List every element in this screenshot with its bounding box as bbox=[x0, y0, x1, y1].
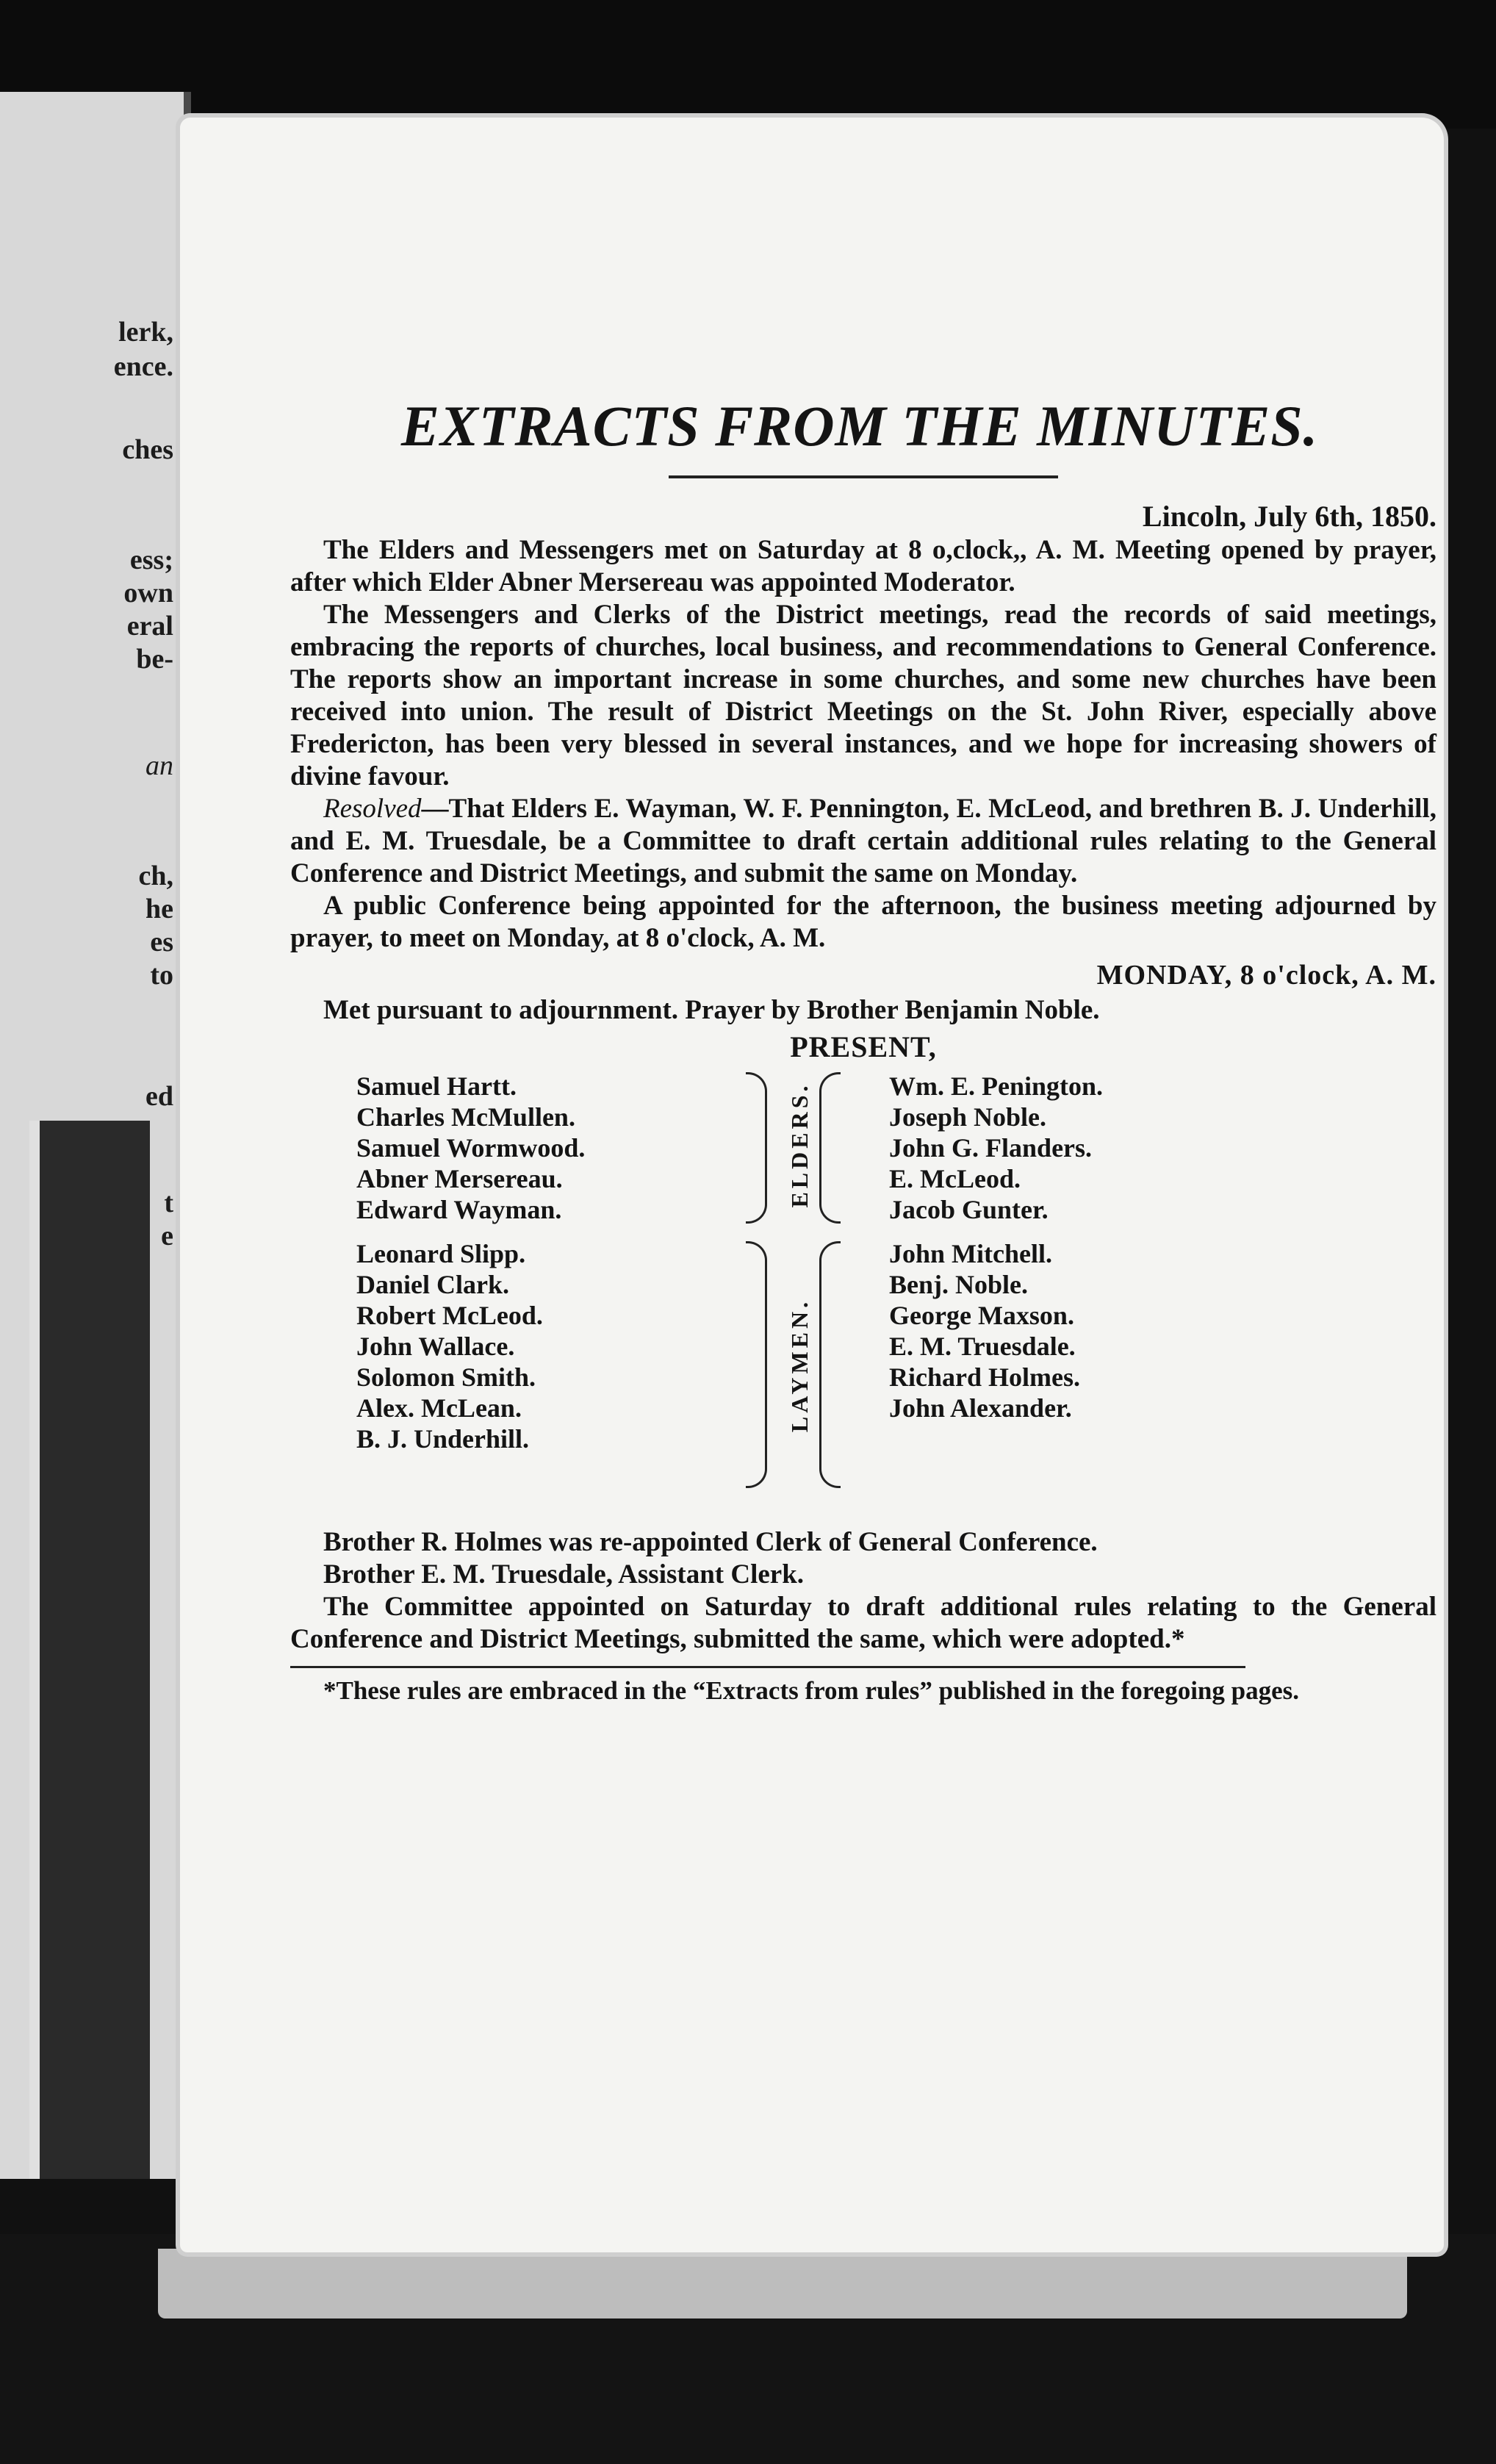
laymen-brace-left bbox=[746, 1241, 767, 1488]
paragraph-monday-opening: Met pursuant to adjournment. Prayer by Brother Benjamin Noble. bbox=[323, 995, 1100, 1025]
elder-name: Wm. E. Penington. bbox=[889, 1071, 1104, 1101]
left-fragment-text: ed bbox=[145, 1081, 173, 1112]
left-fragment-text: to bbox=[150, 960, 173, 991]
elder-name: Abner Mersereau. bbox=[356, 1164, 563, 1193]
left-fragment-text: ence. bbox=[113, 351, 173, 382]
present-heading: PRESENT, bbox=[790, 1030, 937, 1063]
page-bottom-edge bbox=[158, 2249, 1407, 2318]
elders-brace-left bbox=[746, 1072, 767, 1224]
layman-name: Solomon Smith. bbox=[356, 1362, 536, 1392]
footnote-rule bbox=[290, 1666, 1245, 1668]
laymen-brace-right bbox=[819, 1241, 841, 1488]
layman-name: Alex. McLean. bbox=[356, 1393, 522, 1423]
left-fragment-text: be- bbox=[136, 644, 173, 675]
elders-label: ELDERS. bbox=[786, 1082, 813, 1208]
laymen-label: LAYMEN. bbox=[786, 1298, 813, 1433]
left-fragment-text: ches bbox=[122, 434, 173, 465]
left-fragment-text: an bbox=[145, 750, 173, 781]
roster-right-column bbox=[889, 1071, 1103, 1423]
layman-name: Daniel Clark. bbox=[356, 1270, 510, 1299]
left-fragment-text: e bbox=[161, 1221, 173, 1251]
page-title: EXTRACTS FROM THE MINUTES. bbox=[400, 394, 1319, 458]
left-fragment-text: own bbox=[123, 578, 173, 608]
elder-name: E. McLeod. bbox=[889, 1164, 1021, 1193]
elder-name: Edward Wayman. bbox=[356, 1195, 562, 1224]
left-fragment-text: eral bbox=[126, 611, 173, 642]
facing-page-fragment bbox=[0, 92, 191, 2179]
book-binding-edge bbox=[29, 1121, 150, 2179]
monday-heading: MONDAY, 8 o'clock, A. M. bbox=[1096, 960, 1436, 991]
layman-name: Richard Holmes. bbox=[889, 1362, 1080, 1392]
scan-background-top bbox=[0, 0, 1496, 129]
layman-name: Benj. Noble. bbox=[889, 1270, 1028, 1299]
layman-name: John Mitchell. bbox=[889, 1239, 1052, 1268]
layman-name: George Maxson. bbox=[889, 1301, 1074, 1330]
left-fragment-text: t bbox=[164, 1188, 173, 1218]
paragraph-clerk: Brother R. Holmes was re-appointed Clerk of General Conference. bbox=[323, 1527, 1098, 1557]
left-fragment-text: ess; bbox=[129, 545, 173, 575]
document-page bbox=[180, 118, 1444, 2252]
attendance-roster bbox=[290, 1071, 1436, 1526]
elder-name: Samuel Wormwood. bbox=[356, 1133, 586, 1163]
left-fragment-text: he bbox=[145, 894, 173, 924]
paragraph-district-reports: The Messengers and Clerks of the District meetings, read the records of said meetings, embracing the reports of churches, local business, and recommendations to General Conference. The reports show an important increase in some churches, and some new churches have been received into union. The result of District Meetings on the St. John River, especially above Fredericton, has been very blessed in several instances, and we hope for increasing showers of divine favour. bbox=[290, 600, 1436, 791]
elder-name: John G. Flanders. bbox=[889, 1133, 1093, 1163]
elder-name: Charles McMullen. bbox=[356, 1102, 575, 1132]
scan-background-bottom bbox=[0, 2234, 1496, 2464]
layman-name: E. M. Truesdale. bbox=[889, 1332, 1076, 1361]
paragraph-assistant-clerk: Brother E. M. Truesdale, Assistant Clerk. bbox=[323, 1559, 805, 1590]
elder-name: Samuel Hartt. bbox=[356, 1071, 517, 1101]
paragraph-adjournment: A public Conference being appointed for the afternoon, the business meeting adjourned by prayer, to meet on Monday, at 8 o'clock, A. M. bbox=[290, 891, 1436, 953]
paragraph-committee-report: The Committee appointed on Saturday to draft additional rules relating to the General Conference and District Meetings, submitted the same, which were adopted.* bbox=[290, 1592, 1436, 1654]
roster-left-column bbox=[356, 1071, 585, 1454]
elder-name: Jacob Gunter. bbox=[889, 1195, 1049, 1224]
layman-name: Robert McLeod. bbox=[356, 1301, 543, 1330]
title-rule bbox=[669, 475, 1058, 478]
dateline: Lincoln, July 6th, 1850. bbox=[1142, 500, 1436, 533]
left-fragment-text: ch, bbox=[138, 861, 173, 891]
page-content bbox=[290, 393, 1436, 1706]
layman-name: John Wallace. bbox=[356, 1332, 515, 1361]
layman-name: Leonard Slipp. bbox=[356, 1239, 526, 1268]
resolved-label: Resolved bbox=[323, 794, 422, 824]
elders-brace-right bbox=[819, 1072, 841, 1224]
left-fragment-text: lerk, bbox=[118, 317, 173, 348]
layman-name: B. J. Underhill. bbox=[356, 1424, 530, 1454]
paragraph-resolution bbox=[290, 793, 1436, 890]
left-fragment-text: es bbox=[150, 927, 173, 958]
elder-name: Joseph Noble. bbox=[889, 1102, 1047, 1132]
layman-name: John Alexander. bbox=[889, 1393, 1072, 1423]
paragraph-opening: The Elders and Messengers met on Saturday at 8 o,clock,, A. M. Meeting opened by prayer, after which Elder Abner Mersereau was appointed Moderator. bbox=[290, 535, 1436, 597]
resolution-text: —That Elders E. Wayman, W. F. Pennington, E. McLeod, and brethren B. J. Underhill, and E. M. Truesdale, be a Committee to draft certain additional rules relating to the General Conference and District Meetings, and submit the same on Monday. bbox=[290, 794, 1436, 888]
footnote: *These rules are embraced in the “Extracts from rules” published in the foregoing pages. bbox=[323, 1676, 1300, 1705]
